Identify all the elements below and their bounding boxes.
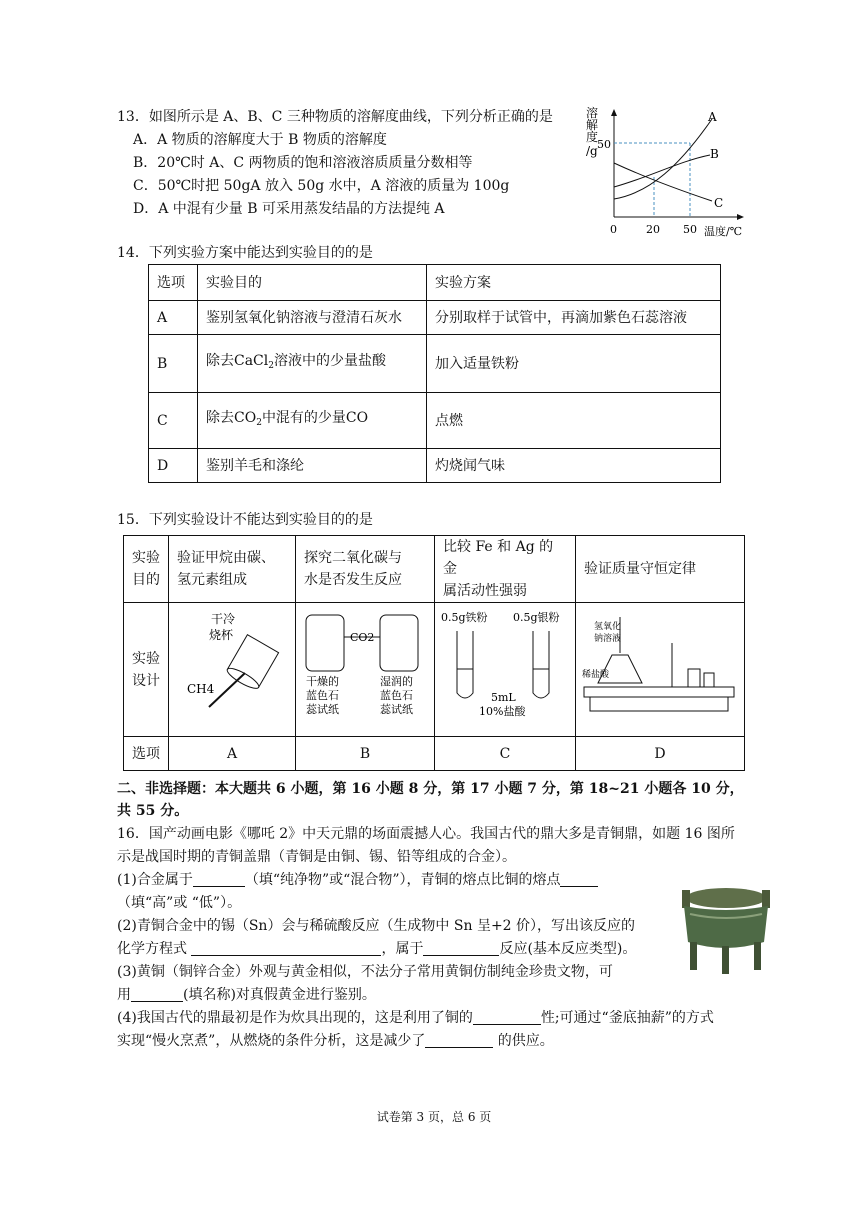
svg-text:稀盐酸: 稀盐酸 xyxy=(582,670,610,680)
q16-part3-cont: 用 (填名称)对真假黄金进行鉴别。 xyxy=(117,987,376,1003)
q15-stem: 15．下列实验设计不能达到实验目的的是 xyxy=(117,512,373,528)
svg-text:蓝色石: 蓝色石 xyxy=(306,689,339,702)
svg-text:氢氧化: 氢氧化 xyxy=(594,622,622,632)
q16-part4: (4)我国古代的鼎最初是作为炊具出现的，这是利用了铜的 性;可通过“釜底抽薪”的方式 xyxy=(117,1010,714,1026)
section2-heading-1: 二、非选择题：本大题共 6 小题，第 16 小题 8 分，第 17 小题 7 分，第 18~21 小题各 10 分， xyxy=(117,781,744,797)
svg-text:湿润的: 湿润的 xyxy=(380,675,413,688)
svg-text:钠溶液: 钠溶液 xyxy=(594,634,622,644)
design-c xyxy=(435,603,576,737)
svg-text:烧杯: 烧杯 xyxy=(209,628,234,642)
design-d xyxy=(576,603,745,737)
svg-text:蕊试纸: 蕊试纸 xyxy=(306,703,339,716)
graph-ylabel-3: 度 xyxy=(586,130,599,144)
q15-row-option-label: 选项 xyxy=(124,737,169,771)
curve-label-b: B xyxy=(710,147,719,161)
q16-part1: (1)合金属于 （填“纯净物”或“混合物”），青铜的熔点比铜的熔点 xyxy=(117,869,598,891)
blank-7[interactable] xyxy=(425,1031,493,1048)
blank-1[interactable] xyxy=(193,870,245,887)
section2-heading-2: 共 55 分。 xyxy=(117,803,189,819)
curve-label-a: A xyxy=(708,110,717,124)
svg-text:5mL: 5mL xyxy=(491,691,516,704)
table-row: A 鉴别氢氧化钠溶液与澄清石灰水 分别取样于试管中，再滴加紫色石蕊溶液 xyxy=(149,301,721,335)
q13-stem: 13．如图所示是 A、B、C 三种物质的溶解度曲线，下列分析正确的是 xyxy=(117,109,553,125)
svg-text:10%盐酸: 10%盐酸 xyxy=(479,705,526,718)
graph-ylabel-2: 解 xyxy=(586,118,599,132)
graph-xtick-20: 20 xyxy=(646,223,660,236)
svg-text:CO2: CO2 xyxy=(350,631,375,644)
graph-ylabel-1: 溶 xyxy=(586,106,599,120)
q16-intro-1: 16．国产动画电影《哪吒 2》中天元鼎的场面震撼人心。我国古代的鼎大多是青铜鼎，如题 16 图所 xyxy=(117,826,735,842)
svg-text:CH4: CH4 xyxy=(187,682,215,696)
table-row: B 除去CaCl$_2$溶液中的少量盐酸 加入适量铁粉 xyxy=(149,335,721,393)
table-row: D 鉴别羊毛和涤纶 灼烧闻气味 xyxy=(149,449,721,483)
q13-option-c: C．50℃时把 50gA 放入 50g 水中，A 溶液的质量为 100g xyxy=(133,178,510,194)
svg-text:干燥的: 干燥的 xyxy=(306,675,339,688)
q13-option-a: A．A 物质的溶解度大于 B 物质的溶解度 xyxy=(133,132,387,148)
q16-part2: (2)青铜合金中的锡（Sn）会与稀硫酸反应（生成物中 Sn 呈+2 价），写出该反应的 xyxy=(117,918,636,934)
svg-text:蕊试纸: 蕊试纸 xyxy=(380,703,413,716)
table-row: C 除去$CO_2$中混有的少量CO 点燃 xyxy=(149,393,721,449)
svg-text:0.5g铁粉: 0.5g铁粉 xyxy=(441,611,488,624)
q14-header-plan: 实验方案 xyxy=(427,265,721,301)
graph-ylabel-4: /g xyxy=(586,144,598,158)
q14-stem: 14．下列实验方案中能达到实验目的的是 xyxy=(117,245,373,261)
q16-intro-2: 示是战国时期的青铜盖鼎（青铜是由铜、锡、铅等组成的合金）。 xyxy=(117,849,516,865)
curve-label-c: C xyxy=(714,196,724,210)
q15-table: 实验 目的 验证甲烷由碳、 氢元素组成 探究二氧化碳与 水是否发生反应 比较 Fe 和 Ag 的金 属活动性强弱 验证质量守恒定律 实验 设计 干冷 烧杯 CH4 CO2 干燥的 蓝色石 蕊试纸 湿润的 蓝色石 蕊试纸 0.5g铁粉 0.5g银粉 5mL 10%盐酸 氢氧化 钠溶液 稀盐酸 选项 A B C D xyxy=(123,535,745,771)
blank-4[interactable] xyxy=(423,939,499,956)
q16-part4-cont: 实现“慢火烹煮”，从燃烧的条件分析，这是减少了 的供应。 xyxy=(117,1033,554,1049)
q16-part1-cont: （填“高”或 “低”）。 xyxy=(117,895,242,911)
blank-5[interactable] xyxy=(131,985,183,1002)
bronze-ding-image xyxy=(668,880,786,980)
q14-header-option: 选项 xyxy=(149,265,198,301)
blank-2[interactable] xyxy=(560,870,598,887)
svg-text:蓝色石: 蓝色石 xyxy=(380,689,413,702)
q16-part2-cont: 化学方程式 ，属于 反应(基本反应类型)。 xyxy=(117,941,637,957)
q14-header-goal: 实验目的 xyxy=(198,265,427,301)
solubility-graph xyxy=(580,105,760,240)
design-a xyxy=(169,603,296,737)
graph-xtick-50: 50 xyxy=(683,223,697,236)
q15-row-design-label: 实验 设计 xyxy=(124,603,169,737)
curve-a xyxy=(614,119,712,199)
q16-part3: (3)黄铜（铜锌合金）外观与黄金相似，不法分子常用黄铜仿制纯金珍贵文物，可 xyxy=(117,964,613,980)
blank-3[interactable] xyxy=(191,939,381,956)
page-footer: 试卷第 3 页，总 6 页 xyxy=(376,1110,492,1124)
q15-row-purpose-label: 实验 目的 xyxy=(124,536,169,603)
graph-ytick-50: 50 xyxy=(597,138,611,151)
q14-table xyxy=(148,264,721,483)
svg-text:0.5g银粉: 0.5g银粉 xyxy=(513,611,560,624)
graph-xlabel: 温度/℃ xyxy=(704,225,743,238)
graph-xtick-0: 0 xyxy=(610,223,617,236)
svg-text:干冷: 干冷 xyxy=(211,612,236,626)
q13-option-d: D．A 中混有少量 B 可采用蒸发结晶的方法提纯 A xyxy=(133,201,445,217)
blank-6[interactable] xyxy=(473,1008,541,1025)
design-b xyxy=(296,603,435,737)
q13-option-b: B．20℃时 A、C 两物质的饱和溶液溶质质量分数相等 xyxy=(133,155,473,171)
curve-b xyxy=(614,155,710,187)
